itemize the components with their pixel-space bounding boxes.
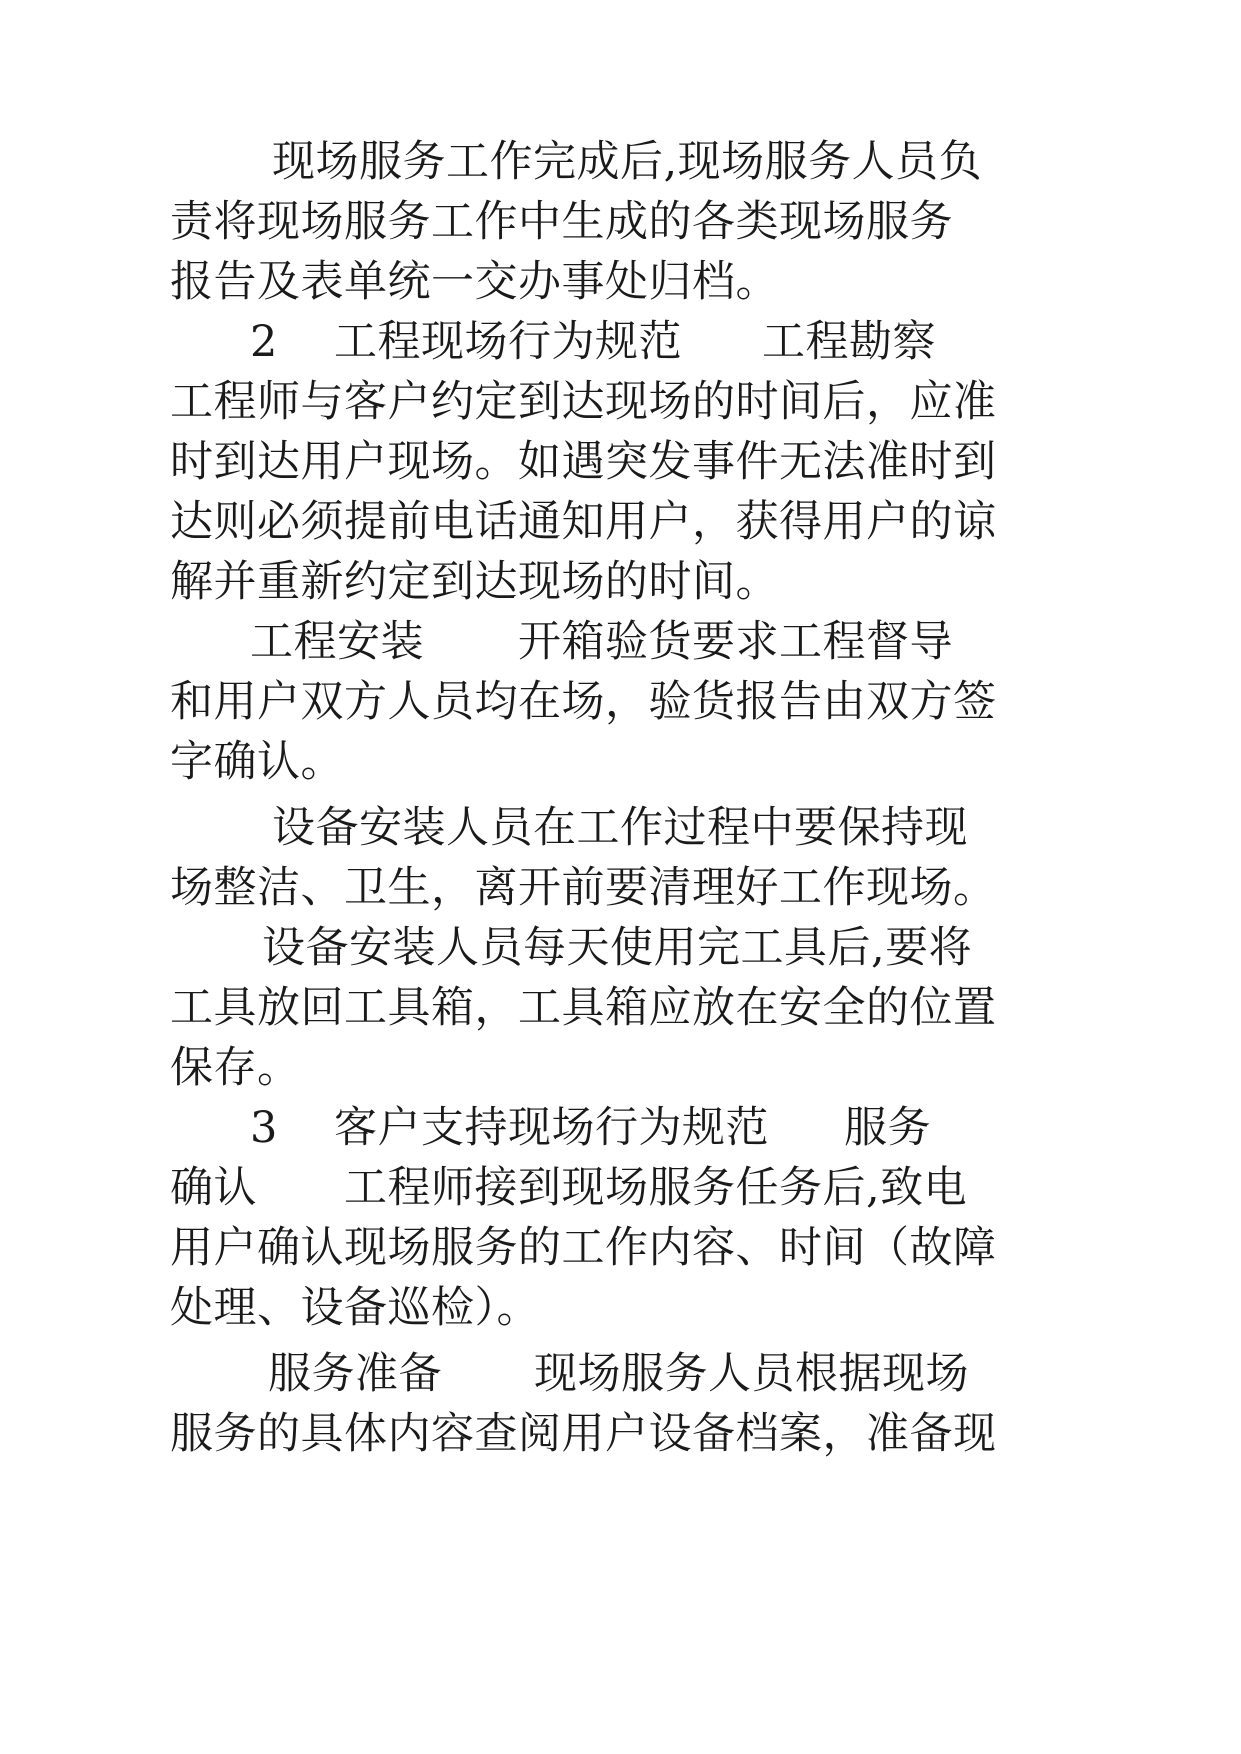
section-heading: 客户支持现场行为规范	[334, 1103, 769, 1153]
text-line: 现场服务人员根据现场	[534, 1349, 969, 1399]
subsection-heading: 服务准备	[268, 1349, 442, 1399]
text-line: 服务的具体内容查阅用户设备档案，准备现	[170, 1409, 997, 1459]
section-number: 2	[250, 317, 278, 367]
text-line: 和用户双方人员均在场，验货报告由双方签	[170, 677, 997, 727]
text-line: 设备安装人员每天使用完工具后,要将	[262, 923, 973, 973]
text-line: 字确认。	[170, 737, 344, 787]
subsection-heading: 服务	[844, 1103, 931, 1153]
text-line: 场整洁、卫生，离开前要清理好工作现场。	[170, 863, 997, 913]
text-line: 设备安装人员在工作过程中要保持现	[272, 803, 968, 853]
text-line: 时到达用户现场。如遇突发事件无法准时到	[170, 437, 997, 487]
subsection-heading: 工程安装	[250, 617, 424, 667]
text-line: 工程师接到现场服务任务后,致电	[344, 1163, 968, 1213]
text-line: 处理、设备巡检）。	[170, 1283, 540, 1333]
subsection-heading: 工程勘察	[762, 317, 936, 367]
text-line: 工程师与客户约定到达现场的时间后，应准	[170, 377, 997, 427]
section-number: 3	[250, 1103, 278, 1153]
text-line: 开箱验货要求工程督导	[518, 617, 953, 667]
subsection-heading: 确认	[170, 1163, 257, 1213]
text-line: 责将现场服务工作中生成的各类现场服务	[170, 197, 953, 247]
text-line: 解并重新约定到达现场的时间。	[170, 557, 779, 607]
text-line: 保存。	[170, 1043, 301, 1093]
text-line: 报告及表单统一交办事处归档。	[170, 257, 779, 307]
section-heading: 工程现场行为规范	[334, 317, 682, 367]
text-line: 达则必须提前电话通知用户，获得用户的谅	[170, 497, 997, 547]
text-line: 工具放回工具箱，工具箱应放在安全的位置	[170, 983, 997, 1033]
text-line: 现场服务工作完成后,现场服务人员负	[272, 137, 983, 187]
text-line: 用户确认现场服务的工作内容、时间（故障	[170, 1223, 997, 1273]
